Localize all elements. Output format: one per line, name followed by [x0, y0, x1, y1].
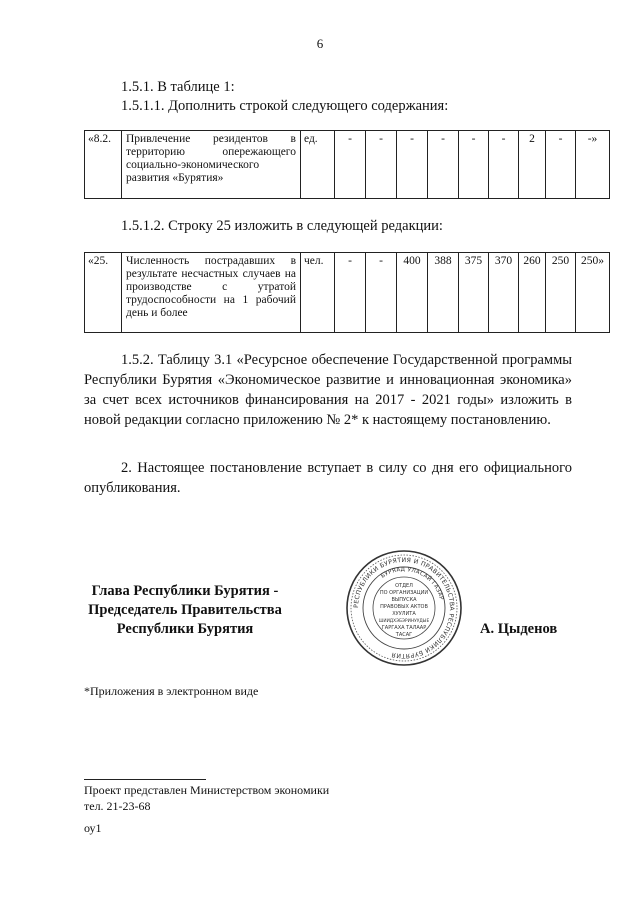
- seal-center-line: ВЫПУСКА: [391, 597, 417, 603]
- unit-cell: ед.: [301, 131, 335, 199]
- indicator-description-cell: Численность пострадавших в результате несчастных случаев на производстве с утратой трудоспособности на 1 рабочий день и более: [122, 253, 301, 333]
- row-number-cell: «8.2.: [85, 131, 122, 199]
- footer-divider: [84, 779, 206, 780]
- indicator-description-cell: Привлечение резидентов в территорию опережающего социально-экономического развития «Бурятия»: [122, 131, 301, 199]
- table-row-8-2: [84, 130, 610, 199]
- appendix-note: *Приложения в электронном виде: [84, 684, 259, 698]
- seal-center-line: ГАРГАХА ТАЛААР: [381, 625, 427, 631]
- signatory-title: [70, 582, 300, 639]
- signatory-title-line: Республики Бурятия: [116, 621, 254, 637]
- value-cell: -: [397, 131, 428, 199]
- footer-code: оу1: [84, 821, 102, 835]
- seal-center-line: ШИИДХЭБЭРИНУУДЫЕ: [378, 619, 430, 624]
- unit-cell: чел.: [301, 253, 335, 333]
- value-cell: 388: [428, 253, 459, 333]
- value-cell: -: [459, 131, 489, 199]
- value-cell: 400: [397, 253, 428, 333]
- value-cell: 2: [519, 131, 546, 199]
- seal-inner-text: БУРЯАД УЛАСАЙ ГАЗАР: [380, 566, 445, 601]
- value-cell: -: [428, 131, 459, 199]
- value-cell: -: [546, 131, 576, 199]
- table-row: [85, 131, 610, 199]
- row-number-cell: «25.: [85, 253, 122, 333]
- value-cell: 370: [489, 253, 519, 333]
- value-cell: -: [489, 131, 519, 199]
- signatory-title-line: Глава Республики Бурятия -: [91, 583, 279, 599]
- footer-project-line: Проект представлен Министерством экономики: [84, 783, 330, 797]
- value-cell: -: [366, 131, 397, 199]
- section-1-5-1-2-heading: 1.5.1.2. Строку 25 изложить в следующей редакции:: [121, 218, 443, 234]
- official-seal: [344, 548, 464, 668]
- value-cell: 250: [546, 253, 576, 333]
- value-cell: 260: [519, 253, 546, 333]
- page-number: 6: [316, 36, 324, 51]
- value-cell: 375: [459, 253, 489, 333]
- seal-center-line: ПРАВОВЫХ АКТОВ: [380, 604, 428, 610]
- seal-center-line: ПО ОРГАНИЗАЦИИ: [379, 590, 429, 596]
- seal-graphic: [344, 548, 464, 668]
- seal-center-line: ХУУЛИТА: [392, 611, 416, 617]
- table-row-25: [84, 252, 610, 333]
- section-1-5-1-heading: 1.5.1. В таблице 1:: [121, 79, 235, 95]
- section-2-paragraph: 2. Настоящее постановление вступает в силу со дня его официального опубликования.: [84, 460, 572, 496]
- section-1-5-1-1-heading: 1.5.1.1. Дополнить строкой следующего содержания:: [121, 98, 449, 114]
- value-cell: -: [335, 131, 366, 199]
- value-cell: -: [366, 253, 397, 333]
- seal-center-line: ОТДЕЛ: [395, 583, 413, 589]
- signatory-title-line: Председатель Правительства: [88, 602, 282, 618]
- value-cell: -: [335, 253, 366, 333]
- signatory-name: А. Цыденов: [480, 621, 558, 637]
- value-cell: 250»: [576, 253, 610, 333]
- table-row: [85, 253, 610, 333]
- seal-outer-text: РЕСПУБЛИКИ БУРЯТИЯ И ПРАВИТЕЛЬСТВА РЕСПУБЛИКИ БУРЯТИЯ: [352, 556, 456, 660]
- seal-center-line: ТАСАГ: [395, 632, 413, 638]
- value-cell: -»: [576, 131, 610, 199]
- footer-phone: тел. 21-23-68: [84, 799, 151, 813]
- section-1-5-2-paragraph: 1.5.2. Таблицу 3.1 «Ресурсное обеспечение Государственной программы Республики Бурятия «Экономическое развитие и инновационная экономика» за счет всех источников финансирования на 2017 - 2021 годы» изложить в новой редакции согласно приложению № 2* к настоящему постановлению.: [84, 352, 572, 428]
